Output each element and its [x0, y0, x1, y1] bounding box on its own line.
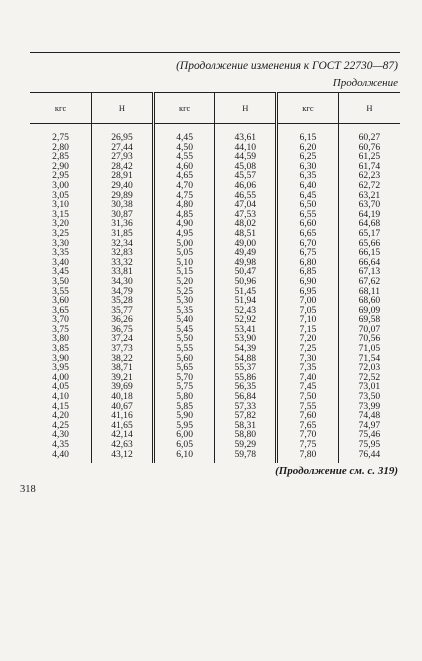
cell-kgf-2: 4,60: [153, 162, 215, 172]
column-header-kgf-2: кгс: [153, 93, 215, 124]
cell-kgf-2: 5,45: [153, 325, 215, 335]
cell-n-1: 28,91: [92, 171, 154, 181]
cell-kgf-2: 4,70: [153, 181, 215, 191]
cell-kgf-2: 5,15: [153, 267, 215, 277]
conversion-table: [30, 92, 400, 463]
cell-kgf-3: 7,40: [277, 373, 339, 383]
cell-n-3: 74,97: [338, 421, 400, 431]
table-row: [30, 239, 400, 249]
cell-kgf-2: 4,80: [153, 200, 215, 210]
cell-n-1: 30,87: [92, 210, 154, 220]
column-header-n-3: Н: [338, 93, 400, 124]
cell-kgf-3: 7,45: [277, 382, 339, 392]
cell-kgf-1: 2,85: [52, 151, 69, 163]
cell-kgf-1: 3,95: [52, 362, 69, 374]
cell-n-3: 69,09: [338, 306, 400, 316]
cell-kgf-3: 7,10: [277, 315, 339, 325]
cell-n-3: 72,03: [338, 363, 400, 373]
cell-n-1: 40,67: [92, 402, 154, 412]
cell-n-2: 43,61: [215, 124, 277, 143]
cell-kgf-3: 6,75: [277, 248, 339, 258]
cell-n-2: 52,92: [215, 315, 277, 325]
table-body: [30, 124, 400, 464]
table-row: [30, 411, 400, 421]
table-row: [30, 277, 400, 287]
cell-n-2: 49,49: [215, 248, 277, 258]
cell-n-1: 39,21: [92, 373, 154, 383]
cell-kgf-2: 5,95: [153, 421, 215, 431]
cell-kgf-1: 4,10: [52, 391, 69, 403]
cell-kgf-1: 2,80: [52, 141, 69, 153]
cell-kgf-3: 7,65: [277, 421, 339, 431]
table-row: [30, 402, 400, 412]
cell-kgf-3: 7,60: [277, 411, 339, 421]
cell-kgf-1: 3,70: [52, 314, 69, 326]
table-row: [30, 392, 400, 402]
cell-kgf-2: 5,30: [153, 296, 215, 306]
cell-kgf-1: 3,40: [52, 256, 69, 268]
cell-kgf-3: 7,05: [277, 306, 339, 316]
cell-n-3: 62,23: [338, 171, 400, 181]
cell-n-2: 46,55: [215, 191, 277, 201]
cell-kgf-2: 5,40: [153, 315, 215, 325]
cell-n-3: 70,07: [338, 325, 400, 335]
cell-n-2: 53,41: [215, 325, 277, 335]
cell-n-1: 40,18: [92, 392, 154, 402]
cell-n-2: 51,94: [215, 296, 277, 306]
cell-n-3: 71,05: [338, 344, 400, 354]
cell-n-2: 45,57: [215, 171, 277, 181]
cell-n-3: 71,54: [338, 354, 400, 364]
cell-kgf-3: 7,55: [277, 402, 339, 412]
cell-n-3: 73,50: [338, 392, 400, 402]
cell-n-1: 42,63: [92, 440, 154, 450]
table-row: [30, 229, 400, 239]
cell-n-2: 49,98: [215, 258, 277, 268]
cell-kgf-2: 4,75: [153, 191, 215, 201]
cell-n-2: 59,78: [215, 450, 277, 464]
cell-kgf-1: 3,30: [52, 237, 69, 249]
cell-n-2: 57,33: [215, 402, 277, 412]
cell-kgf-2: 5,65: [153, 363, 215, 373]
cell-kgf-2: 4,95: [153, 229, 215, 239]
cell-kgf-2: 5,60: [153, 354, 215, 364]
cell-kgf-1: 3,90: [52, 352, 69, 364]
cell-kgf-3: 6,65: [277, 229, 339, 239]
table-row: [30, 373, 400, 383]
cell-kgf-1: 2,95: [52, 170, 69, 182]
cell-n-3: 63,21: [338, 191, 400, 201]
table-row: [30, 258, 400, 268]
cell-n-2: 58,31: [215, 421, 277, 431]
cell-n-3: 75,95: [338, 440, 400, 450]
cell-n-3: 69,58: [338, 315, 400, 325]
cell-kgf-3: 6,40: [277, 181, 339, 191]
cell-n-2: 58,80: [215, 430, 277, 440]
cell-n-2: 45,08: [215, 162, 277, 172]
table-row: [30, 450, 400, 464]
cell-kgf-2: 5,50: [153, 334, 215, 344]
cell-n-1: 26,95: [92, 124, 154, 143]
cell-kgf-1: 3,45: [52, 266, 69, 278]
cell-n-2: 55,86: [215, 373, 277, 383]
cell-kgf-3: 6,35: [277, 171, 339, 181]
cell-n-1: 27,44: [92, 143, 154, 153]
cell-n-1: 41,16: [92, 411, 154, 421]
column-header-n-1: Н: [92, 93, 154, 124]
table-row: [30, 430, 400, 440]
cell-kgf-1: 3,65: [52, 304, 69, 316]
cell-n-2: 48,51: [215, 229, 277, 239]
cell-kgf-1: 3,80: [52, 333, 69, 345]
cell-n-2: 59,29: [215, 440, 277, 450]
cell-n-3: 65,66: [338, 239, 400, 249]
cell-kgf-2: 4,45: [153, 124, 215, 143]
column-header-kgf-3: кгс: [277, 93, 339, 124]
column-header-kgf-1: кгс: [30, 93, 92, 124]
table-row: [30, 191, 400, 201]
cell-kgf-1: 4,35: [52, 439, 69, 450]
cell-kgf-2: 6,10: [153, 450, 215, 464]
cell-n-1: 36,75: [92, 325, 154, 335]
cell-n-2: 50,96: [215, 277, 277, 287]
cell-kgf-3: 6,45: [277, 191, 339, 201]
cell-kgf-2: 4,50: [153, 143, 215, 153]
cell-n-1: 28,42: [92, 162, 154, 172]
cell-n-2: 56,35: [215, 382, 277, 392]
cell-kgf-1: 3,00: [52, 179, 69, 191]
table-row: [30, 315, 400, 325]
cell-kgf-3: 6,90: [277, 277, 339, 287]
cell-n-3: 62,72: [338, 181, 400, 191]
cell-n-3: 67,13: [338, 267, 400, 277]
cell-kgf-1: 4,40: [52, 448, 69, 460]
cell-n-1: 31,85: [92, 229, 154, 239]
cell-kgf-3: 7,20: [277, 334, 339, 344]
cell-kgf-3: 7,30: [277, 354, 339, 364]
cell-n-3: 68,11: [338, 287, 400, 297]
cell-n-1: 29,40: [92, 181, 154, 191]
cell-kgf-3: 7,80: [277, 450, 339, 464]
cell-n-1: 41,65: [92, 421, 154, 431]
cell-kgf-1: 3,60: [52, 295, 69, 307]
cell-kgf-2: 5,85: [153, 402, 215, 412]
top-rule: [30, 52, 400, 53]
cell-kgf-1: 3,35: [52, 247, 69, 259]
cell-n-3: 70,56: [338, 334, 400, 344]
continuation-note: (Продолжение см. с. 319): [275, 465, 398, 477]
cell-kgf-3: 7,50: [277, 392, 339, 402]
cell-n-3: 60,27: [338, 124, 400, 143]
cell-kgf-3: 6,55: [277, 210, 339, 220]
table-row: [30, 382, 400, 392]
table-row: [30, 344, 400, 354]
table-row: [30, 287, 400, 297]
table-row: [30, 219, 400, 229]
cell-n-2: 46,06: [215, 181, 277, 191]
cell-kgf-2: 4,90: [153, 219, 215, 229]
cell-kgf-1: 4,30: [52, 429, 69, 441]
cell-n-1: 39,69: [92, 382, 154, 392]
table-row: [30, 124, 400, 143]
cell-n-2: 48,02: [215, 219, 277, 229]
cell-n-3: 64,19: [338, 210, 400, 220]
cell-kgf-3: 6,85: [277, 267, 339, 277]
table-row: [30, 171, 400, 181]
cell-n-3: 75,46: [338, 430, 400, 440]
table-row: [30, 200, 400, 210]
table-row: [30, 248, 400, 258]
cell-n-3: 66,15: [338, 248, 400, 258]
cell-kgf-1: 4,25: [52, 419, 69, 431]
cell-kgf-3: 7,15: [277, 325, 339, 335]
cell-n-1: 30,38: [92, 200, 154, 210]
cell-n-3: 64,68: [338, 219, 400, 229]
cell-n-2: 44,10: [215, 143, 277, 153]
cell-kgf-3: 7,70: [277, 430, 339, 440]
cell-n-2: 44,59: [215, 152, 277, 162]
cell-n-1: 32,83: [92, 248, 154, 258]
table-row: [30, 440, 400, 450]
cell-kgf-3: 6,60: [277, 219, 339, 229]
cell-n-3: 68,60: [338, 296, 400, 306]
cell-n-1: 36,26: [92, 315, 154, 325]
table-row: [30, 143, 400, 153]
table-row: [30, 210, 400, 220]
cell-n-2: 49,00: [215, 239, 277, 249]
cell-n-3: 73,01: [338, 382, 400, 392]
cell-kgf-1: 3,10: [52, 199, 69, 211]
table-row: [30, 152, 400, 162]
cell-n-2: 54,88: [215, 354, 277, 364]
cell-n-2: 57,82: [215, 411, 277, 421]
cell-n-1: 43,12: [92, 450, 154, 464]
cell-kgf-1: 3,50: [52, 275, 69, 287]
cell-kgf-2: 6,05: [153, 440, 215, 450]
table-row: [30, 162, 400, 172]
table-row: [30, 181, 400, 191]
cell-kgf-1: 3,55: [52, 285, 69, 297]
cell-n-1: 33,32: [92, 258, 154, 268]
cell-kgf-1: 4,05: [52, 381, 69, 393]
cell-kgf-2: 5,70: [153, 373, 215, 383]
cell-kgf-2: 6,00: [153, 430, 215, 440]
cell-kgf-2: 5,05: [153, 248, 215, 258]
cell-n-1: 42,14: [92, 430, 154, 440]
table-row: [30, 296, 400, 306]
cell-n-1: 31,36: [92, 219, 154, 229]
cell-kgf-2: 4,55: [153, 152, 215, 162]
cell-kgf-3: 6,80: [277, 258, 339, 268]
cell-n-1: 38,71: [92, 363, 154, 373]
cell-kgf-1: 3,85: [52, 343, 69, 355]
cell-kgf-2: 5,35: [153, 306, 215, 316]
table-header-row: [30, 93, 400, 124]
cell-n-1: 37,73: [92, 344, 154, 354]
cell-kgf-3: 6,70: [277, 239, 339, 249]
cell-n-1: 35,28: [92, 296, 154, 306]
cell-kgf-1: 3,20: [52, 218, 69, 230]
cell-n-1: 37,24: [92, 334, 154, 344]
cell-n-2: 51,45: [215, 287, 277, 297]
cell-kgf-3: 6,50: [277, 200, 339, 210]
cell-kgf-3: 7,25: [277, 344, 339, 354]
cell-n-2: 56,84: [215, 392, 277, 402]
cell-kgf-1: 3,05: [52, 189, 69, 201]
cell-n-3: 73,99: [338, 402, 400, 412]
cell-kgf-1: 4,20: [52, 410, 69, 422]
cell-n-1: 35,77: [92, 306, 154, 316]
page-number: 318: [20, 484, 36, 495]
cell-kgf-2: 5,10: [153, 258, 215, 268]
table-row: [30, 421, 400, 431]
cell-n-3: 66,64: [338, 258, 400, 268]
cell-n-1: 34,79: [92, 287, 154, 297]
cell-kgf-1: 4,00: [52, 371, 69, 383]
cell-kgf-2: 5,00: [153, 239, 215, 249]
cell-n-3: 60,76: [338, 143, 400, 153]
cell-n-2: 54,39: [215, 344, 277, 354]
cell-kgf-1: 3,75: [52, 323, 69, 335]
cell-kgf-2: 5,55: [153, 344, 215, 354]
cell-kgf-3: 7,75: [277, 440, 339, 450]
cell-kgf-3: 7,00: [277, 296, 339, 306]
cell-n-2: 53,90: [215, 334, 277, 344]
table-row: [30, 334, 400, 344]
cell-n-1: 33,81: [92, 267, 154, 277]
cell-n-1: 38,22: [92, 354, 154, 364]
table-row: [30, 363, 400, 373]
cell-n-3: 67,62: [338, 277, 400, 287]
cell-n-2: 52,43: [215, 306, 277, 316]
cell-kgf-3: 6,95: [277, 287, 339, 297]
cell-n-1: 29,89: [92, 191, 154, 201]
table-row: [30, 267, 400, 277]
table-row: [30, 306, 400, 316]
cell-kgf-2: 5,90: [153, 411, 215, 421]
cell-kgf-3: 6,20: [277, 143, 339, 153]
cell-n-3: 61,25: [338, 152, 400, 162]
page-heading: (Продолжение изменения к ГОСТ 22730—87): [176, 60, 398, 72]
cell-kgf-3: 6,25: [277, 152, 339, 162]
cell-n-1: 34,30: [92, 277, 154, 287]
continuation-label: Продолжение: [332, 77, 398, 89]
cell-kgf-3: 7,35: [277, 363, 339, 373]
cell-kgf-2: 4,65: [153, 171, 215, 181]
cell-kgf-3: 6,15: [277, 124, 339, 143]
table-row: [30, 325, 400, 335]
cell-n-1: 27,93: [92, 152, 154, 162]
cell-n-3: 61,74: [338, 162, 400, 172]
cell-kgf-1: 3,25: [52, 227, 69, 239]
cell-kgf-2: 4,85: [153, 210, 215, 220]
cell-n-2: 55,37: [215, 363, 277, 373]
cell-kgf-1: 4,15: [52, 400, 69, 412]
cell-kgf-2: 5,20: [153, 277, 215, 287]
cell-n-2: 47,04: [215, 200, 277, 210]
cell-kgf-2: 5,25: [153, 287, 215, 297]
cell-kgf-1: 3,15: [52, 208, 69, 220]
cell-kgf-2: 5,75: [153, 382, 215, 392]
cell-n-3: 63,70: [338, 200, 400, 210]
cell-n-3: 72,52: [338, 373, 400, 383]
cell-n-3: 76,44: [338, 450, 400, 464]
conversion-table-container: [30, 92, 400, 463]
cell-kgf-1: 2,90: [52, 160, 69, 172]
cell-n-1: 32,34: [92, 239, 154, 249]
column-header-n-2: Н: [215, 93, 277, 124]
cell-n-2: 50,47: [215, 267, 277, 277]
cell-n-2: 47,53: [215, 210, 277, 220]
cell-kgf-2: 5,80: [153, 392, 215, 402]
cell-n-3: 74,48: [338, 411, 400, 421]
table-row: [30, 354, 400, 364]
cell-n-3: 65,17: [338, 229, 400, 239]
cell-kgf-3: 6,30: [277, 162, 339, 172]
cell-kgf-1: 2,75: [52, 132, 69, 143]
